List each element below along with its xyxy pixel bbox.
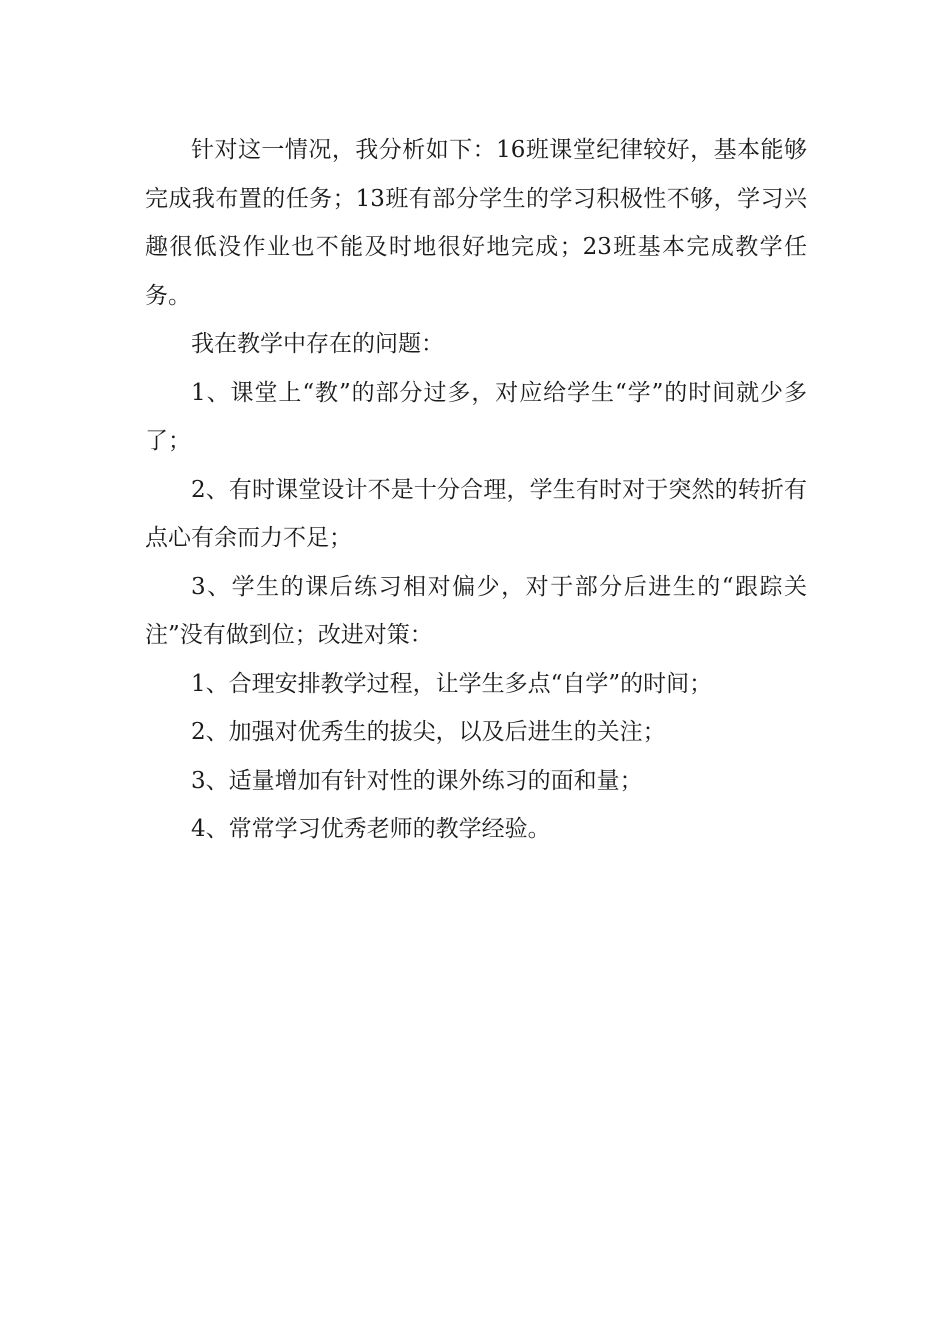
- paragraph-problem-2: 2、有时课堂设计不是十分合理，学生有时对于突然的转折有点心有余而力不足；: [145, 476, 807, 551]
- paragraph-analysis: 针对这一情况，我分析如下：16班课堂纪律较好，基本能够完成我布置的任务；13班有部分学生的学习积极性不够，学习兴趣很低没作业也不能及时地很好地完成；23班基本完成教学任务。: [145, 137, 807, 309]
- paragraph-problem-3: 3、学生的课后练习相对偏少，对于部分后进生的“跟踪关注”没有做到位；改进对策：: [145, 573, 807, 648]
- paragraph-problems-heading: 我在教学中存在的问题：: [191, 331, 444, 357]
- paragraph-measure-3: 3、适量增加有针对性的课外练习的面和量；: [191, 767, 643, 794]
- paragraph-problem-1: 1、课堂上“教”的部分过多，对应给学生“学”的时间就少多了；: [145, 379, 807, 454]
- paragraph-measure-4: 4、常常学习优秀老师的教学经验。: [191, 816, 551, 842]
- document-body: [145, 126, 807, 854]
- paragraph-measure-1: 1、合理安排教学过程，让学生多点“自学”的时间；: [191, 670, 713, 697]
- paragraph-measure-2: 2、加强对优秀生的拔尖，以及后进生的关注；: [191, 719, 666, 745]
